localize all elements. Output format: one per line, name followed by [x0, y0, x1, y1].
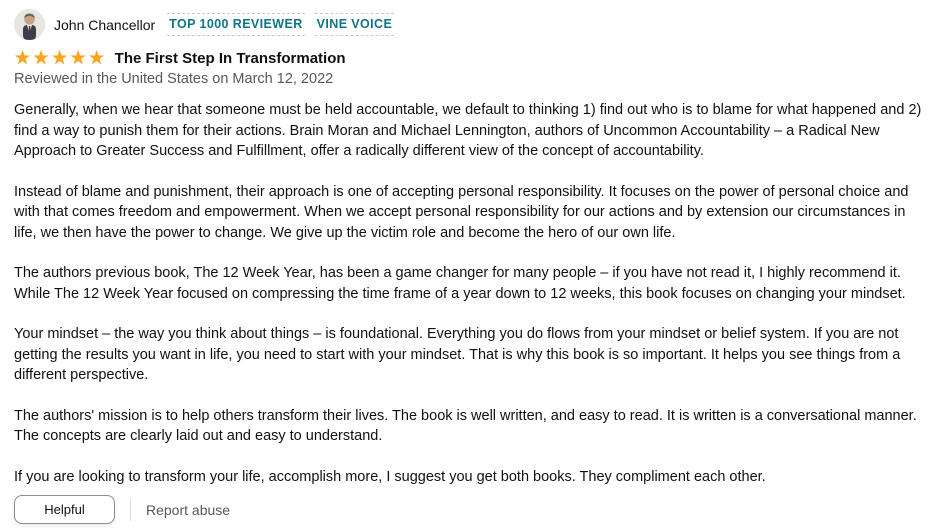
footer-divider	[130, 499, 131, 521]
review-date: Reviewed in the United States on March 12, 2022	[14, 71, 334, 87]
badge-top-1000-reviewer: TOP 1000 REVIEWER	[167, 13, 304, 36]
review-body	[14, 100, 922, 487]
review-paragraph: If you are looking to transform your life, accomplish more, I suggest you get both books. They compliment each other.	[14, 468, 766, 485]
reviewer-header	[14, 9, 922, 40]
review-title-row	[14, 49, 922, 68]
review-paragraph: Instead of blame and punishment, their approach is one of accepting personal responsibility. It focuses on the power of personal choice and with that comes freedom and empowerment. When we accept personal responsibility for our actions and by extension our circumstances in life, we then have the power to change. We give up the victim role and become the hero of our own life.	[14, 183, 909, 241]
review-paragraph: The authors previous book, The 12 Week Year, has been a game changer for many people – if you have not read it, I highly recommend it. While The 12 Week Year focused on compressing the time frame of a year down to 12 weeks, this book focuses on changing your mindset.	[14, 265, 906, 302]
helpful-button[interactable]: Helpful	[14, 495, 115, 524]
review-paragraph: Your mindset – the way you think about things – is foundational. Everything you do flows from your mindset or belief system. If you are not getting the results you want in life, you need to start with your mindset. That is why this book is so important. It helps you see things from a different perspective.	[14, 326, 901, 383]
review-paragraph: The authors' mission is to help others transform their lives. The book is well written, and easy to read. It is written is a conversational manner. The concepts are clearly laid out and easy to understand.	[14, 407, 917, 444]
badge-vine-voice: VINE VOICE	[315, 13, 395, 36]
star-rating-icons: ★★★★★	[14, 48, 107, 69]
reviewer-name[interactable]: John Chancellor	[54, 16, 156, 33]
review-paragraph: Generally, when we hear that someone must be held accountable, we default to thinking 1) find out who is to blame for what happened and 2) find a way to punish them for their actions. Brain Moran and Michael Lennington, authors of Uncommon Accountability – a Radical New Approach to Greater Success and Fulfillment, offer a radically different view of the concept of accountability.	[14, 102, 922, 159]
review-title[interactable]: The First Step In Transformation	[114, 50, 346, 67]
reviewer-badges	[167, 13, 394, 36]
person-photo-icon	[14, 9, 45, 40]
report-abuse-link[interactable]: Report abuse	[146, 501, 231, 518]
reviewer-avatar[interactable]	[14, 9, 45, 40]
review-actions	[14, 495, 922, 524]
